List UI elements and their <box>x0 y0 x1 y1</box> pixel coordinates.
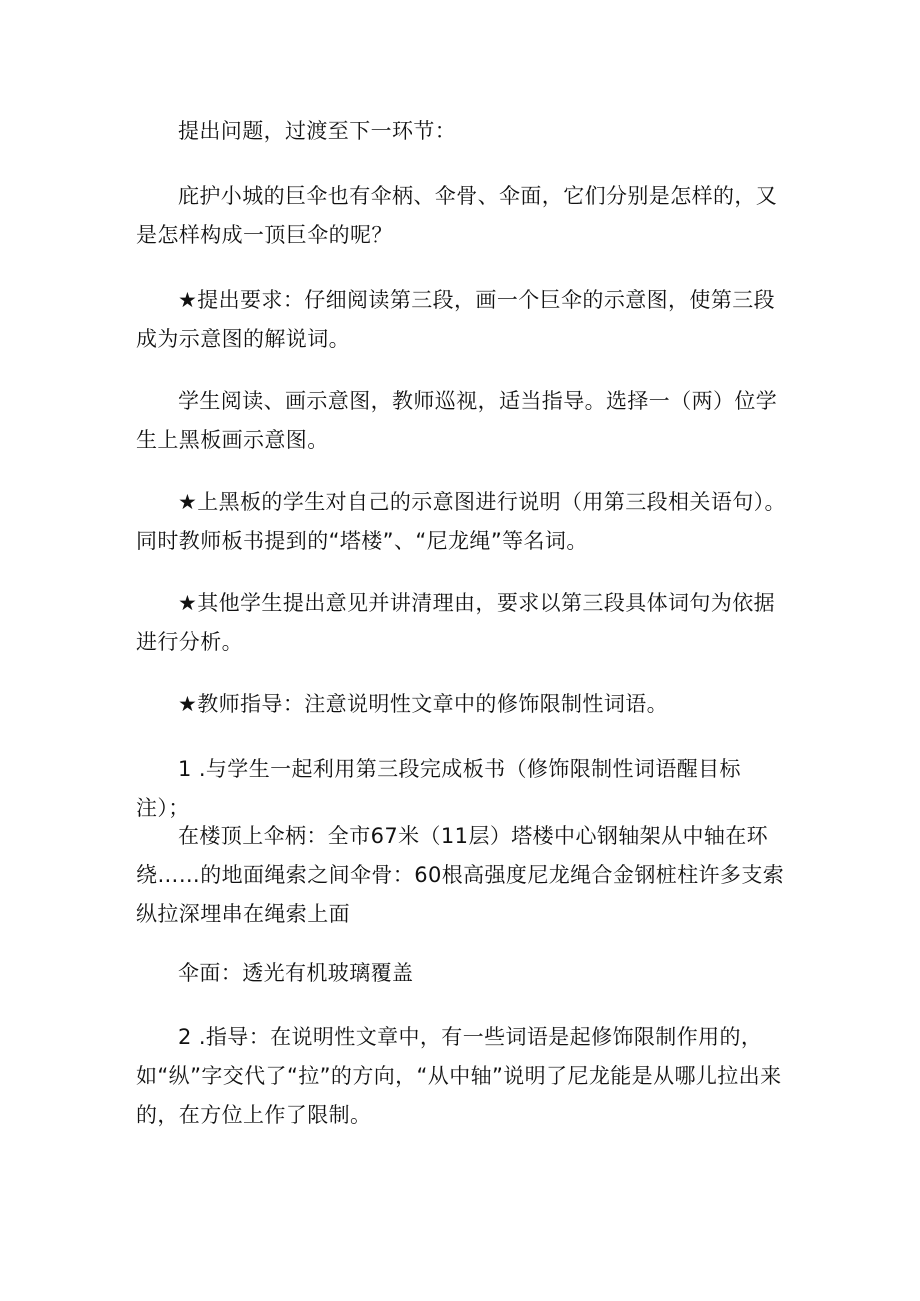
paragraph-2: 庇护小城的巨伞也有伞柄、伞骨、伞面，它们分别是怎样的，又是怎样构成一顶巨伞的呢？ <box>136 184 778 247</box>
paragraph-6: ★其他学生提出意见并讲清理由，要求以第三段具体词句为依据进行分析。 <box>136 591 776 654</box>
paragraph-3: ★提出要求：仔细阅读第三段，画一个巨伞的示意图，使第三段成为示意图的解说词。 <box>136 288 776 351</box>
paragraph-10: 伞面：透光有机玻璃覆盖 <box>178 961 414 985</box>
paragraph-11: 2 .指导：在说明性文章中，有一些词语是起修饰限制作用的，如“纵”字交代了“拉”的方向，“从中轴”说明了尼龙能是从哪儿拉出来的，在方位上作了限制。 <box>136 1025 782 1127</box>
paragraph-5: ★上黑板的学生对自己的示意图进行说明（用第三段相关语句）。同时教师板书提到的“塔楼”、“尼龙绳”等名词。 <box>136 490 786 553</box>
paragraph-8: 1 .与学生一起利用第三段完成板书（修饰限制性词语醒目标注）； <box>136 757 741 820</box>
paragraph-4: 学生阅读、画示意图，教师巡视，适当指导。选择一（两）位学生上黑板画示意图。 <box>136 389 778 452</box>
paragraph-1: 提出问题，过渡至下一环节： <box>178 119 457 143</box>
paragraph-7: ★教师指导：注意说明性文章中的修饰限制性词语。 <box>178 692 669 716</box>
paragraph-9: 在楼顶上伞柄：全市67米（11层）塔楼中心钢轴架从中轴在环绕……的地面绳索之间伞骨：60根高强度尼龙绳合金钢桩柱许多支索纵拉深埋串在绳索上面 <box>136 824 785 926</box>
